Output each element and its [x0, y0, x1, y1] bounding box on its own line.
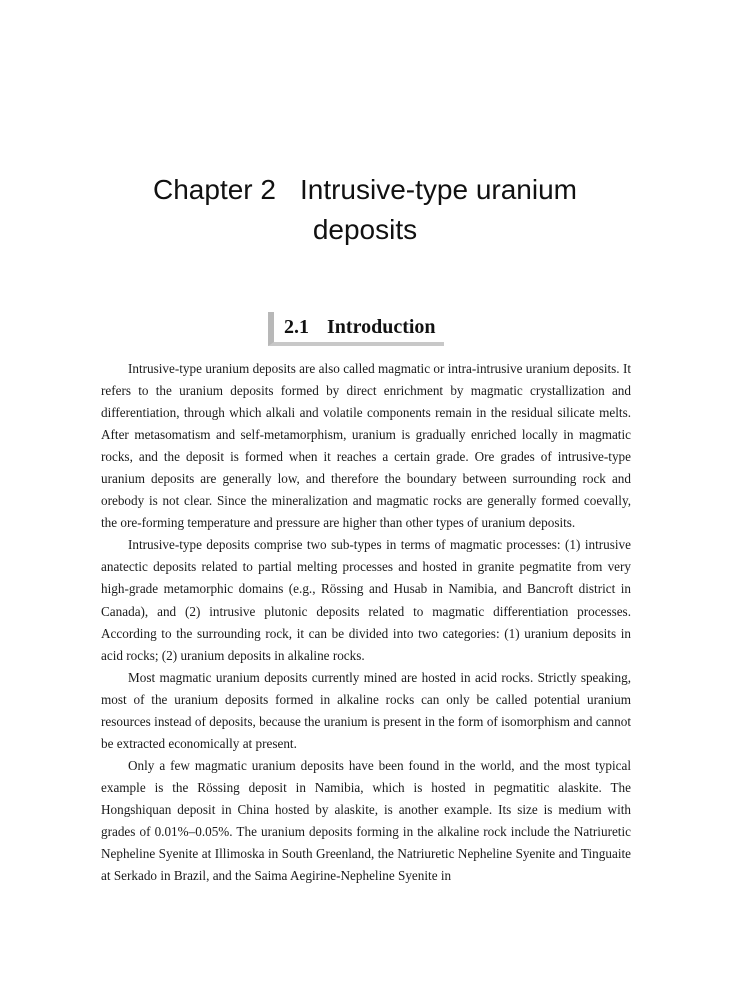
section-heading [268, 312, 444, 346]
paragraph: Only a few magmatic uranium deposits have been found in the world, and the most typical example is the Rössing deposit in Namibia, which is hosted in pegmatitic alaskite. The Hongshiquan deposit in China hosted by alaskite, is another example. Its size is medium with grades of 0.01%–0.05%. The uranium deposits forming in the alkaline rock include the Natriuretic Nepheline Syenite at Illimoska in South Greenland, the Natriuretic Nepheline Syenite and Tinguaite at Serkado in Brazil, and the Saima Aegirine-Nepheline Syenite in [101, 757, 631, 884]
body-text [101, 358, 631, 887]
chapter-title-line1 [100, 170, 630, 210]
section-number: 2.1 [284, 316, 309, 338]
chapter-title [100, 170, 630, 250]
paragraph: Most magmatic uranium deposits currently mined are hosted in acid rocks. Strictly speaking, most of the uranium deposits formed in alkaline rocks can only be called potential uranium resources instead of deposits, because the uranium is present in the form of isomorphism and cannot be extracted economically at present. [101, 669, 631, 751]
paragraph: Intrusive-type deposits comprise two sub-types in terms of magmatic processes: (1) intrusive anatectic deposits related to partial melting processes and hosted in granite pegmatite from very high-grade metamorphic domains (e.g., Rössing and Husab in Namibia, and Bancroft district in Canada), and (2) intrusive plutonic deposits related to magmatic differentiation processes. According to the surrounding rock, it can be divided into two categories: (1) uranium deposits in acid rocks; (2) uranium deposits in alkaline rocks. [101, 537, 631, 663]
section-title: Introduction [327, 316, 436, 338]
chapter-title-text: Intrusive-type uranium [299, 174, 577, 205]
chapter-title-line2: deposits [312, 214, 418, 245]
chapter-number: Chapter 2 [153, 174, 276, 205]
paragraph: Intrusive-type uranium deposits are also called magmatic or intra-intrusive uranium deposits. It refers to the uranium deposits formed by direct enrichment by magmatic crystallization and differentiation, through which alkali and volatile components remain in the residual silicate melts. After metasomatism and self-metamorphism, uranium is gradually enriched locally in magmatic rocks, and the deposit is formed when it reaches a certain grade. Ore grades of intrusive-type uranium deposits are generally low, and therefore the boundary between surrounding rock and orebody is not clear. Since the mineralization and magmatic rocks are generally formed coevally, the ore-forming temperature and pressure are higher than other types of uranium deposits. [101, 361, 631, 531]
